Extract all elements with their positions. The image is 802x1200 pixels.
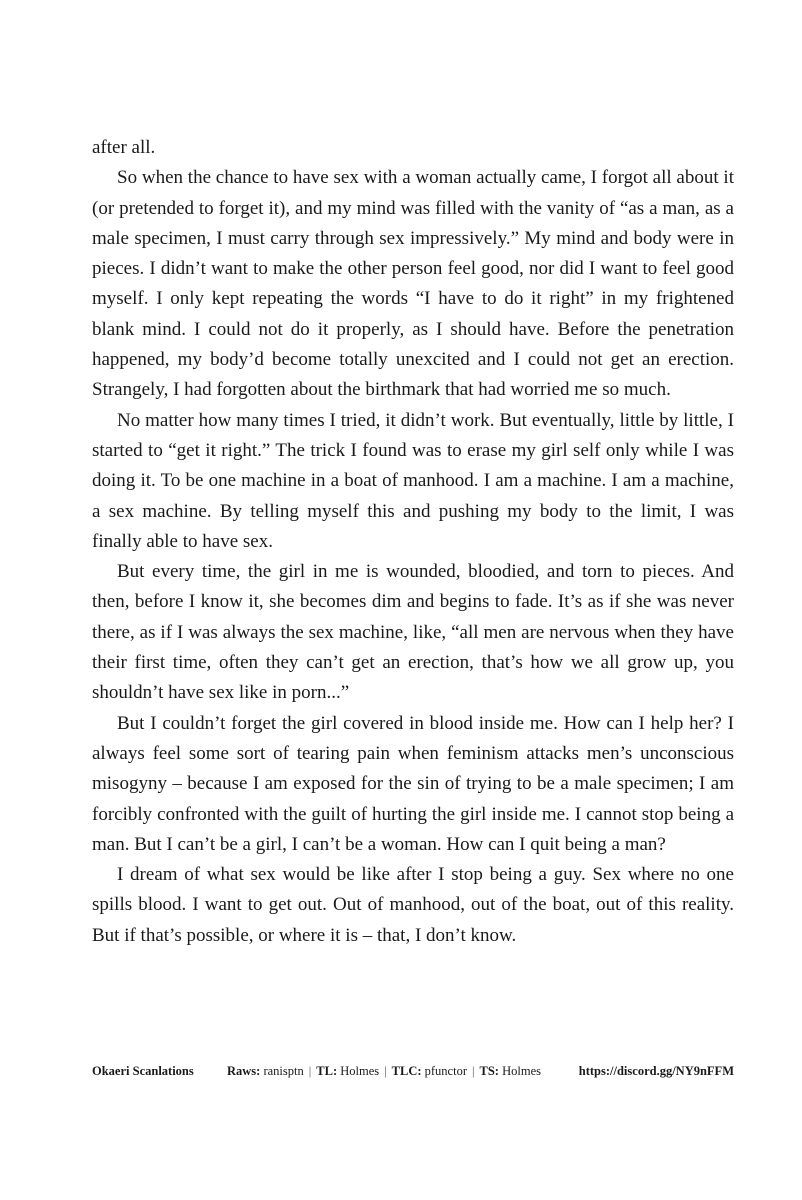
paragraph-1: after all. [92, 137, 156, 158]
tlc-value: pfunctor [424, 1064, 467, 1078]
tl-value: Holmes [340, 1064, 380, 1078]
paragraph-2: So when the chance to have sex with a woman actually came, I forgot all about it (or pretended to forget it), and my mind was filled with the vanity of “as a man, as a male specimen, I must carry through sex impressively.” My mind and body were in pieces. I didn’t want to make the other person feel good, nor did I want to feel good myself. I only kept repeating the words “I have to do it right” in my frightened blank mind. I could not do it properly, as I should have. Before the penetration happened, my body’d become totally unexcited and I could not get an erection. Strangely, I had forgotten about the birthmark that had worried me so much. [92, 167, 734, 401]
separator: | [308, 1064, 312, 1078]
paragraph-5: But I couldn’t forget the girl covered in blood inside me. How can I help her? I always feel some sort of tearing pain when feminism attacks men’s unconscious misogyny – because I am exposed for the sin of trying to be a male specimen; I am forcibly confronted with the guilt of hurting the girl inside me. I cannot stop being a man. But I can’t be a girl, I can’t be a woman. How can I quit being a man? [92, 712, 734, 855]
separator: | [472, 1064, 475, 1078]
group-name: Okaeri Scanlations [92, 1064, 194, 1078]
tlc-label: TLC: [391, 1064, 422, 1078]
paragraph-4: But every time, the girl in me is wounded, bloodied, and torn to pieces. And then, before I know it, she becomes dim and begins to fade. It’s as if she was never there, as if I was always the sex machine, like, “all men are nervous when they have their first time, often they can’t get an erection, that’s how we all grow up, you shouldn’t have sex like in porn...” [92, 561, 734, 704]
ts-value: Holmes [502, 1064, 541, 1078]
paragraph-6: I dream of what sex would be like after I stop being a guy. Sex where no one spills blood. I want to get out. Out of manhood, out of the boat, out of this reality. But if that’s possible, or where it is – that, I don’t know. [92, 864, 734, 946]
raws-label: Raws: [227, 1064, 261, 1078]
separator: | [384, 1064, 387, 1078]
paragraph-3: No matter how many times I tried, it didn’t work. But eventually, little by little, I started to “get it right.” The trick I found was to erase my girl self only while I was doing it. To be one machine in a boat of manhood. I am a machine. I am a machine, a sex machine. By telling myself this and pushing my body to the limit, I was finally able to have sex. [92, 409, 734, 552]
staff-credits [227, 1063, 541, 1079]
discord-link[interactable]: https://discord.gg/NY9nFFM [578, 1064, 734, 1078]
tl-label: TL: [316, 1064, 338, 1078]
raws-value: ranisptn [263, 1064, 304, 1078]
page-body-text [92, 133, 734, 951]
ts-label: TS: [479, 1064, 499, 1078]
